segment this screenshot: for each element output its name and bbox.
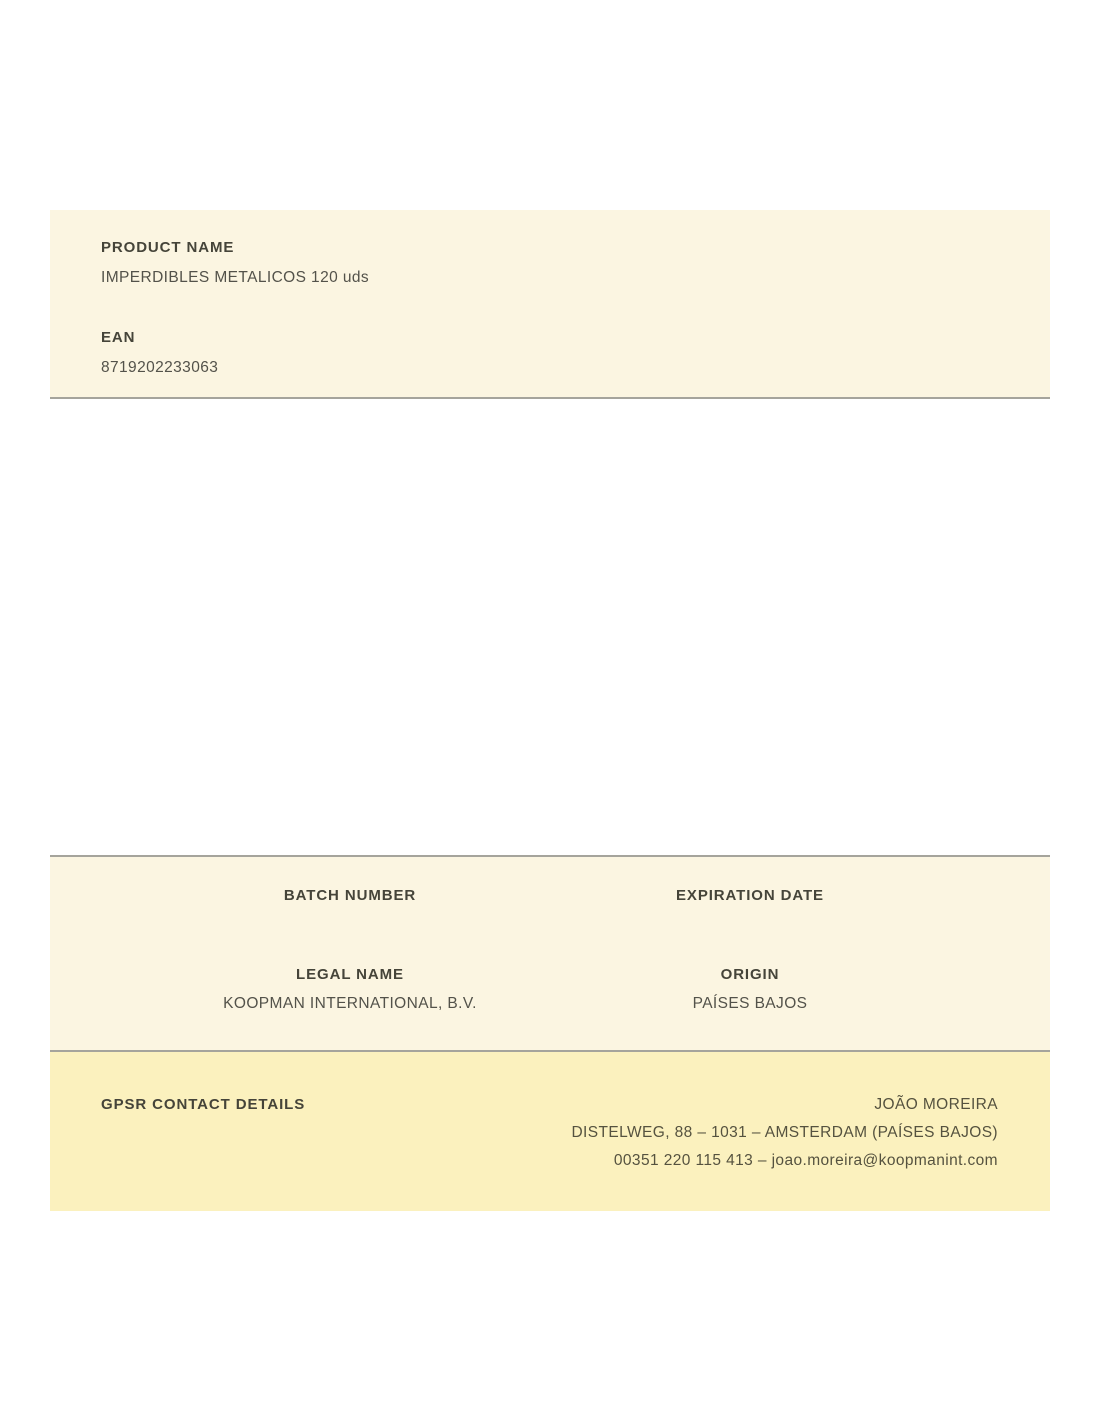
details-left-column xyxy=(150,885,550,1014)
product-info-panel xyxy=(50,210,1050,399)
product-name-field xyxy=(101,237,999,288)
details-right-column xyxy=(550,885,950,1014)
gpsr-contact-block xyxy=(571,1091,998,1175)
gpsr-contact-phone-email: 00351 220 115 413 – joao.moreira@koopmanint.com xyxy=(613,1152,998,1169)
origin-label: ORIGIN xyxy=(720,966,780,983)
legal-name-field xyxy=(150,964,550,1014)
gpsr-contact-name: JOÃO MOREIRA xyxy=(874,1096,998,1113)
ean-value: 8719202233063 xyxy=(101,359,219,376)
gpsr-contact-details-label: GPSR CONTACT DETAILS xyxy=(101,1096,306,1113)
legal-name-label: LEGAL NAME xyxy=(296,966,404,983)
product-name-label: PRODUCT NAME xyxy=(101,239,235,256)
expiration-date-label: EXPIRATION DATE xyxy=(676,887,824,904)
origin-field xyxy=(550,964,950,1014)
batch-details-panel xyxy=(50,855,1050,1052)
details-grid xyxy=(150,885,950,1014)
gpsr-contact-address: DISTELWEG, 88 – 1031 – AMSTERDAM (PAÍSES BAJOS) xyxy=(571,1124,998,1141)
batch-number-label: BATCH NUMBER xyxy=(283,887,417,904)
ean-label: EAN xyxy=(101,329,136,346)
ean-field xyxy=(101,327,999,378)
origin-value: PAÍSES BAJOS xyxy=(692,995,808,1012)
gpsr-contact-panel xyxy=(50,1052,1050,1211)
legal-name-value: KOOPMAN INTERNATIONAL, B.V. xyxy=(223,995,477,1012)
product-name-value: IMPERDIBLES METALICOS 120 uds xyxy=(101,269,370,286)
